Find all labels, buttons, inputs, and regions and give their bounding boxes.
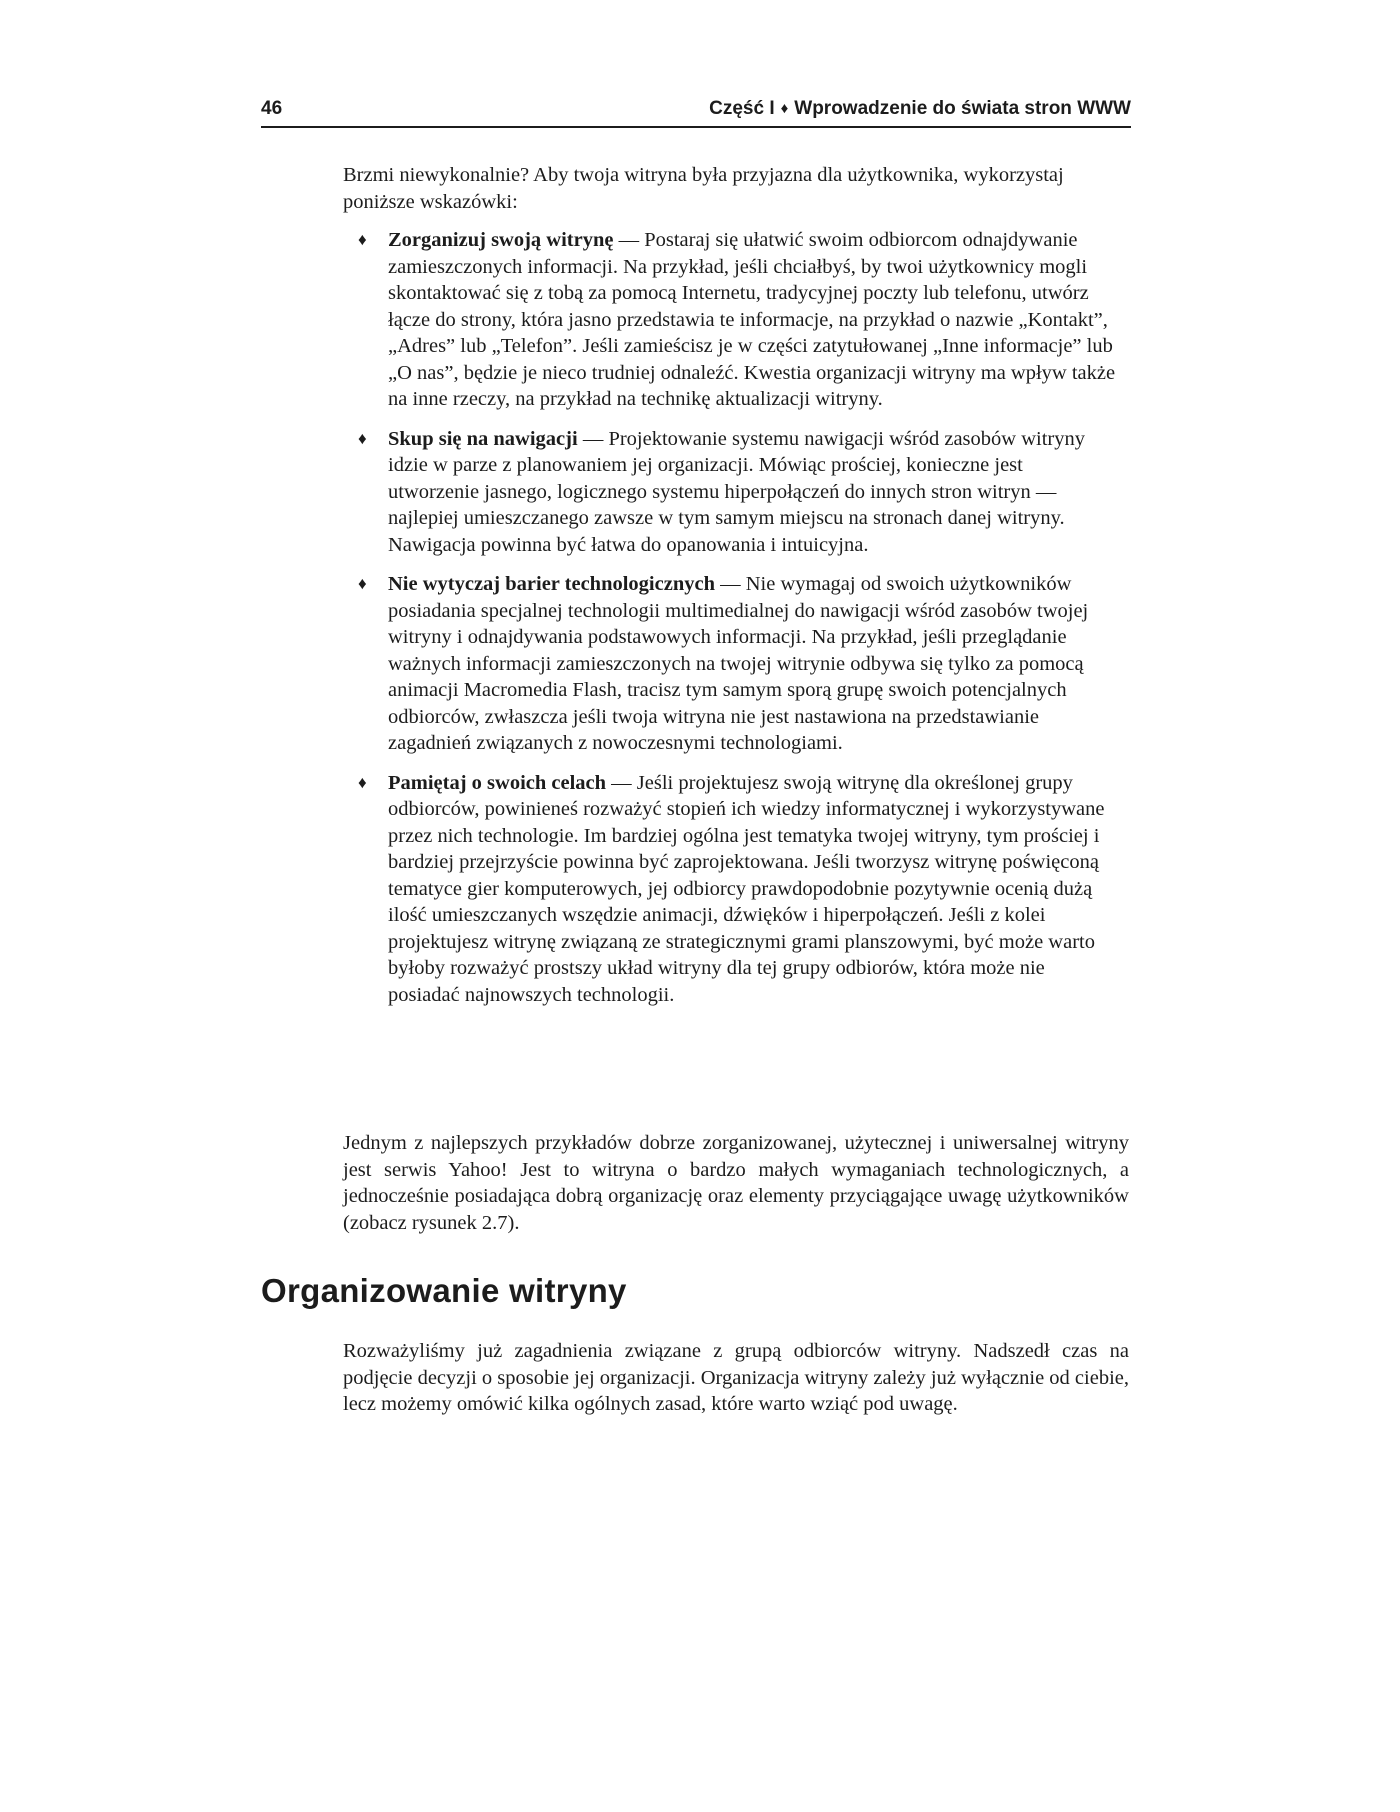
bullet-term: Zorganizuj swoją witrynę (388, 229, 614, 251)
closing-paragraph: Jednym z najlepszych przykładów dobrze zorganizowanej, użytecznej i uniwersalnej witryny jest serwis Yahoo! Jest to witryna o bardzo małych wymaganiach technologicznych, a jednocześnie posiadająca dobrą organizację oraz elementy przyciągające uwagę użytkowników (zobacz rysunek 2.7). (343, 1132, 1129, 1234)
tips-list (358, 227, 1118, 1021)
page-number: 46 (261, 98, 283, 119)
diamond-separator-icon: ♦ (780, 100, 789, 117)
part-label: Część I (709, 98, 775, 119)
list-item (358, 571, 1118, 757)
diamond-bullet-icon: ♦ (358, 428, 367, 448)
diamond-bullet-icon: ♦ (358, 574, 367, 593)
list-item (358, 227, 1118, 413)
bullet-term: Skup się na nawigacji (388, 427, 578, 450)
bullet-term: Pamiętaj o swoich celach (388, 771, 607, 794)
bullet-text: — Projektowanie systemu nawigacji wśród zasobów witryny idzie w parze z planowaniem jej organizacji. Mówiąc prościej, konieczne jest utworzenie jasnego, logicznego systemu hiperpołączeń do innych stron witryn — najlepiej umieszczanego zawsze w tym samym miejscu na stronach danej witryny. Nawigacja powinna być łatwa do opanowania i intuicyjna. (388, 427, 1085, 556)
bullet-text: — Postaraj się ułatwić swoim odbiorcom odnajdywanie zamieszczonych informacji. Na przykład, jeśli chciałbyś, by twoi użytkownicy mogli skontaktować się z tobą za pomocą Internetu, tradycyjnej poczty lub telefonu, utwórz łącze do strony, która jasno przedstawia te informacje, na przykład o nazwie „Kontakt”, „Adres” lub „Telefon”. Jeśli zamieścisz je w części zatytułowanej „Inne informacje” lub „O nas”, będzie je nieco trudniej odnaleźć. Kwestia organizacji witryny ma wpływ także na inne rzeczy, na przykład na technikę aktualizacji witryny. (388, 229, 1116, 410)
running-header (261, 96, 1131, 128)
section-heading: Organizowanie witryny (261, 1272, 627, 1309)
bullet-text: — Jeśli projektujesz swoją witrynę dla określonej grupy odbiorców, powinieneś rozważyć stopień ich wiedzy informatycznej i wykorzystywane przez nich technologie. Im bardziej ogólna jest tematyka twojej witryny, tym prościej i bardziej przejrzyście powinna być zaprojektowana. Jeśli tworzysz witrynę poświęconą tematyce gier komputerowych, jej odbiorcy prawdopodobnie pozytywnie ocenią dużą ilość umieszczanych wszędzie animacji, dźwięków i hiperpołączeń. Jeśli z kolei projektujesz witrynę związaną ze strategicznymi grami planszowymi, być może warto byłoby rozważyć prostszy układ witryny dla tej grupy odbiorów, która może nie posiadać najnowszych technologii. (388, 771, 1105, 1006)
list-item (358, 426, 1118, 559)
chapter-title (709, 98, 1131, 120)
diamond-bullet-icon: ♦ (358, 230, 367, 249)
list-item (358, 770, 1118, 1009)
section-paragraph: Rozważyliśmy już zagadnienia związane z grupą odbiorców witryny. Nadszedł czas na podjęcie decyzji o sposobie jej organizacji. Organizacja witryny zależy już wyłącznie od ciebie, lecz możemy omówić kilka ogólnych zasad, które warto wziąć pod uwagę. (343, 1340, 1129, 1415)
bullet-text: — Nie wymagaj od swoich użytkowników posiadania specjalnej technologii multimedialnej do nawigacji wśród zasobów twojej witryny i odnajdywania podstawowych informacji. Na przykład, jeśli przeglądanie ważnych informacji zamieszczonych na twojej witrynie odbywa się tylko za pomocą animacji Macromedia Flash, tracisz tym samym sporą grupę swoich potencjalnych odbiorców, zwłaszcza jeśli twoja witryna nie jest nastawiona na przedstawianie zagadnień związanych z nowoczesnymi technologiami. (388, 573, 1089, 754)
diamond-bullet-icon: ♦ (358, 772, 367, 792)
chapter-name: Wprowadzenie do świata stron WWW (794, 98, 1131, 119)
bullet-term: Nie wytyczaj barier technologicznych (388, 573, 715, 595)
intro-paragraph: Brzmi niewykonalnie? Aby twoja witryna była przyjazna dla użytkownika, wykorzystaj poniższe wskazówki: (343, 164, 1064, 213)
